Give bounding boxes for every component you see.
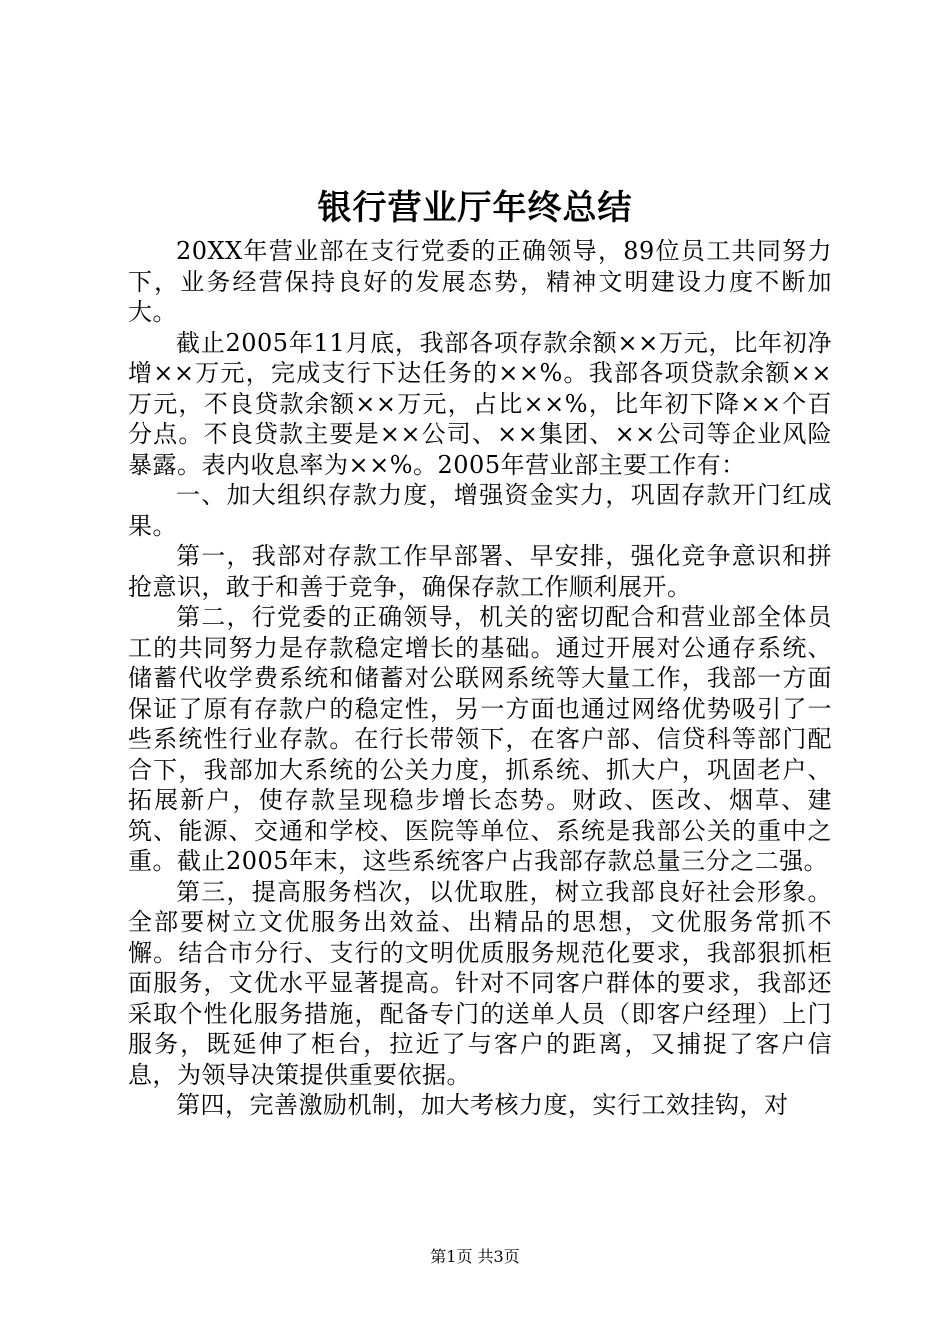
- document-title: 银行营业厅年终总结: [317, 188, 633, 228]
- paragraph: 第四，完善激励机制，加大考核力度，实行工效挂钩，对: [176, 1091, 789, 1119]
- page-footer: 第1页 共3页: [430, 1247, 520, 1266]
- paragraph: 截止2005年11月底，我部各项存款余额××万元，比年初净增××万元，完成支行下达任务的××%。我部各项贷款余额××万元，不良贷款余额××万元，占比××%，比年初下降××个百分点。不良贷款主要是××公司、××集团、××公司等企业风险暴露。表内收息率为××%。2005年营业部主要工作有：: [128, 328, 832, 479]
- paragraph: 第三，提高服务档次，以优取胜，树立我部良好社会形象。全部要树立文优服务出效益、出精品的思想，文优服务常抓不懈。结合市分行、支行的文明优质服务规范化要求，我部狠抓柜面服务，文优水平显著提高。针对不同客户群体的要求，我部还采取个性化服务措施，配备专门的送单人员（即客户经理）上门服务，既延伸了柜台，拉近了与客户的距离，又捕捉了客户信息，为领导决策提供重要依据。: [128, 877, 832, 1089]
- paragraph: 第一，我部对存款工作早部署、早安排，强化竞争意识和拼抢意识，敢于和善于竞争，确保存款工作顺利展开。: [128, 542, 832, 601]
- paragraph: 第二，行党委的正确领导，机关的密切配合和营业部全体员工的共同努力是存款稳定增长的基础。通过开展对公通存系统、储蓄代收学费系统和储蓄对公联网系统等大量工作，我部一方面保证了原有存款户的稳定性，另一方面也通过网络优势吸引了一些系统性行业存款。在行长带领下，在客户部、信贷科等部门配合下，我部加大系统的公关力度，抓系统、抓大户，巩固老户、拓展新户，使存款呈现稳步增长态势。财政、医改、烟草、建筑、能源、交通和学校、医院等单位、系统是我部公关的重中之重。截止2005年末，这些系统客户占我部存款总量三分之二强。: [128, 603, 832, 875]
- document-body: [128, 236, 832, 1121]
- paragraph: 20XX年营业部在支行党委的正确领导，89位员工共同努力下，业务经营保持良好的发展态势，精神文明建设力度不断加大。: [128, 237, 832, 326]
- paragraph: 一、加大组织存款力度，增强资金实力，巩固存款开门红成果。: [128, 481, 832, 540]
